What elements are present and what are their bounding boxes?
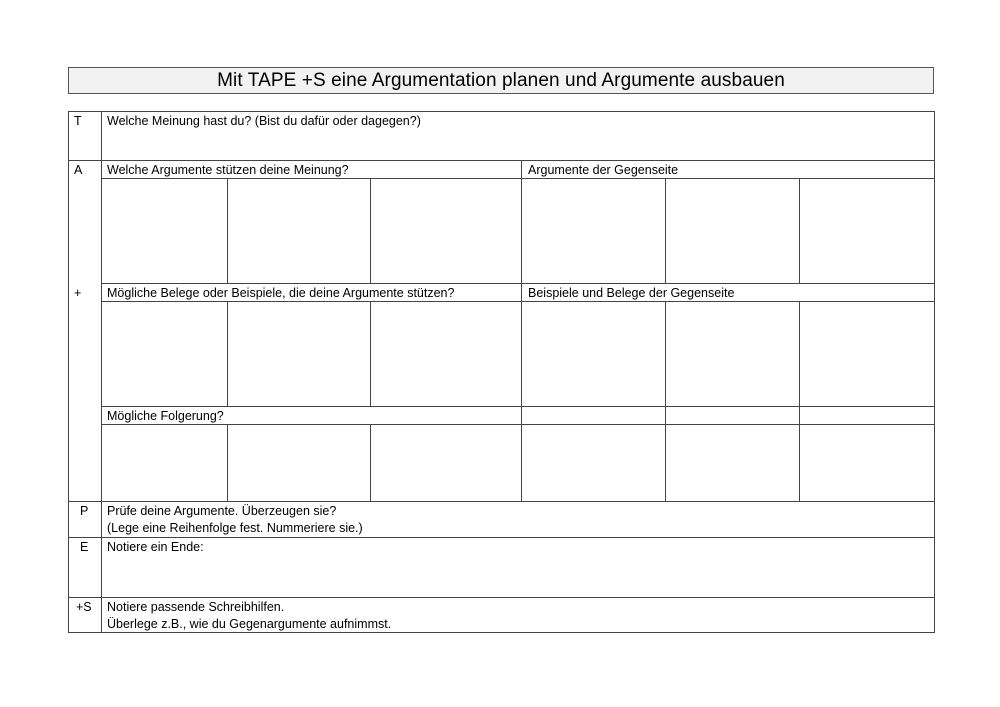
opposing-column-divider-1	[665, 406, 666, 502]
divider-e-s	[68, 597, 935, 598]
opposing-column-divider-1	[665, 301, 666, 407]
prompt-check-line1: Prüfe deine Argumente. Überzeugen sie?	[107, 504, 337, 518]
table-border-left	[68, 111, 69, 633]
prompt-opinion: Welche Meinung hast du? (Bist du dafür oder dagegen?)	[107, 114, 421, 128]
own-column-divider-2	[370, 301, 371, 407]
opposing-column-divider-1	[665, 178, 666, 284]
own-column-divider-2	[370, 424, 371, 502]
row-letter-t: T	[74, 114, 82, 128]
prompt-writing-aids-line2: Überlege z.B., wie du Gegenargumente aufnimmst.	[107, 617, 392, 631]
opposing-column-divider-2	[799, 301, 800, 407]
prompt-opposing-evidence: Beispiele und Belege der Gegenseite	[528, 286, 735, 300]
prompt-writing-aids-line1: Notiere passende Schreibhilfen.	[107, 600, 285, 614]
prompt-own-evidence: Mögliche Belege oder Beispiele, die deine Argumente stützen?	[107, 286, 455, 300]
divider-p-e	[68, 537, 935, 538]
row-letter-p: P	[80, 504, 89, 518]
prompt-opposing-arguments: Argumente der Gegenseite	[528, 163, 679, 177]
worksheet-title: Mit TAPE +S eine Argumentation planen und Argumente ausbauen	[68, 67, 934, 94]
opposing-column-divider-2	[799, 406, 800, 502]
own-column-divider-1	[227, 178, 228, 284]
letter-column-divider	[101, 111, 102, 633]
row-letter-e: E	[80, 540, 89, 554]
prompt-ending: Notiere ein Ende:	[107, 540, 204, 554]
row-letter-a: A	[74, 163, 83, 177]
prompt-conclusion: Mögliche Folgerung?	[107, 409, 224, 423]
row-letter-plus: +	[74, 286, 82, 300]
table-border-right	[934, 111, 935, 633]
prompt-check-line2: (Lege eine Reihenfolge fest. Nummeriere sie.)	[107, 521, 363, 535]
opposing-column-divider-2	[799, 178, 800, 284]
table-border-top	[68, 111, 935, 112]
side-divider	[521, 160, 522, 502]
divider-t-a	[68, 160, 935, 161]
own-column-divider-2	[370, 178, 371, 284]
divider-a-p	[68, 501, 935, 502]
prompt-own-arguments: Welche Argumente stützen deine Meinung?	[107, 163, 349, 177]
row-letter-s: +S	[76, 600, 92, 614]
own-column-divider-1	[227, 301, 228, 407]
own-column-divider-1	[227, 424, 228, 502]
